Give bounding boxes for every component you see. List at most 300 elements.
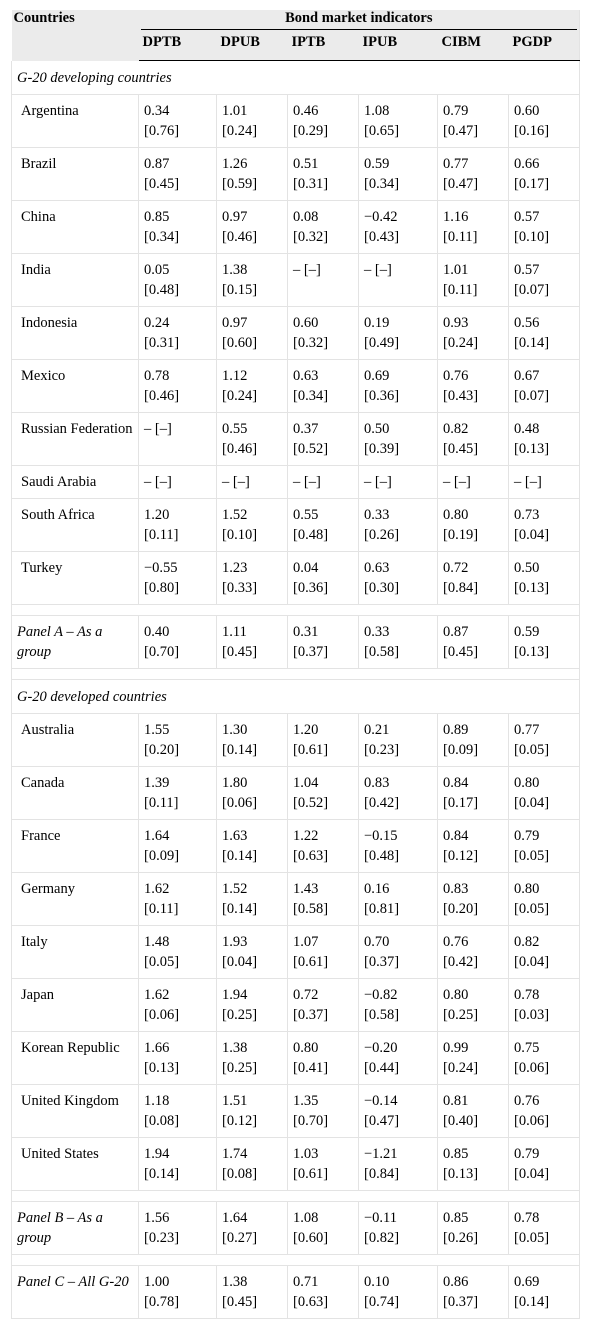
value-cell	[438, 820, 509, 873]
p-value: [0.06]	[144, 1007, 180, 1023]
value-cell	[509, 254, 580, 307]
country-name: India	[12, 254, 139, 307]
coefficient-value: 1.62	[144, 987, 170, 1003]
value-cell	[359, 413, 438, 466]
p-value: [0.25]	[222, 1060, 258, 1076]
p-value: [0.14]	[222, 901, 258, 917]
coefficient-value: 1.62	[144, 881, 170, 897]
coefficient-value: 1.55	[144, 722, 170, 738]
value-cell	[217, 1032, 288, 1085]
table-row	[12, 148, 580, 201]
table-row	[12, 413, 580, 466]
p-value: [0.36]	[293, 580, 329, 596]
p-value: [0.40]	[443, 1113, 479, 1129]
value-cell	[217, 552, 288, 605]
p-value: [0.70]	[144, 644, 180, 660]
coefficient-value: −0.15	[364, 828, 398, 844]
coefficient-value: 1.11	[222, 624, 247, 640]
value-cell	[359, 714, 438, 767]
coefficient-value: 1.00	[144, 1274, 170, 1290]
coefficient-value: 0.19	[364, 315, 390, 331]
value-cell	[438, 413, 509, 466]
value-cell	[288, 873, 359, 926]
p-value: [0.24]	[222, 388, 258, 404]
coefficient-value: 0.83	[364, 775, 390, 791]
value-cell	[509, 767, 580, 820]
value-cell	[509, 95, 580, 148]
p-value: [0.45]	[443, 644, 479, 660]
spacer-cell	[12, 669, 580, 680]
p-value: [0.61]	[293, 954, 329, 970]
p-value: [0.47]	[443, 176, 479, 192]
p-value: [0.13]	[514, 441, 550, 457]
value-cell	[139, 201, 217, 254]
value-cell	[139, 1266, 217, 1319]
value-cell	[139, 926, 217, 979]
p-value: [0.26]	[443, 1230, 479, 1246]
value-cell	[288, 95, 359, 148]
coefficient-value: 0.80	[443, 507, 469, 523]
value-cell	[288, 616, 359, 669]
spacer-row	[12, 669, 580, 680]
coefficient-value: 1.26	[222, 156, 248, 172]
value-cell	[288, 979, 359, 1032]
country-name: Canada	[12, 767, 139, 820]
p-value: [0.25]	[443, 1007, 479, 1023]
group-header	[139, 10, 580, 30]
value-cell	[359, 201, 438, 254]
section-header-row	[12, 61, 580, 95]
coefficient-value: 0.80	[514, 881, 540, 897]
coefficient-value: 1.64	[144, 828, 170, 844]
value-cell	[288, 820, 359, 873]
p-value: [0.70]	[293, 1113, 329, 1129]
value-cell	[359, 926, 438, 979]
p-value: [0.84]	[443, 580, 479, 596]
coefficient-value: 0.80	[443, 987, 469, 1003]
p-value: [0.11]	[443, 282, 478, 298]
p-value: [0.61]	[293, 1166, 329, 1182]
value-cell	[288, 714, 359, 767]
coefficient-value: 1.48	[144, 934, 170, 950]
value-cell	[438, 616, 509, 669]
p-value: [0.06]	[514, 1113, 550, 1129]
coefficient-value: 1.08	[364, 103, 390, 119]
coefficient-value: 0.69	[514, 1274, 540, 1290]
p-value: [0.06]	[514, 1060, 550, 1076]
p-value: [0.48]	[364, 848, 400, 864]
coefficient-value: – [–]	[364, 262, 392, 278]
p-value: [0.31]	[144, 335, 180, 351]
value-cell	[359, 616, 438, 669]
group-header-label: Bond market indicators	[141, 10, 578, 30]
coefficient-value: −0.42	[364, 209, 398, 225]
coefficient-value: 0.40	[144, 624, 170, 640]
value-cell	[438, 979, 509, 1032]
p-value: [0.52]	[293, 441, 329, 457]
p-value: [0.47]	[364, 1113, 400, 1129]
coefficient-value: 0.72	[443, 560, 469, 576]
value-cell	[438, 926, 509, 979]
table-body	[12, 61, 580, 1319]
table-row	[12, 95, 580, 148]
value-cell	[438, 552, 509, 605]
column-header-dptb: DPTB	[139, 30, 217, 61]
value-cell	[438, 499, 509, 552]
p-value: [0.80]	[144, 580, 180, 596]
value-cell	[288, 1032, 359, 1085]
table-row	[12, 360, 580, 413]
coefficient-value: 0.85	[443, 1210, 469, 1226]
country-name: Italy	[12, 926, 139, 979]
coefficient-value: 0.16	[364, 881, 390, 897]
value-cell	[509, 360, 580, 413]
coefficient-value: 0.89	[443, 722, 469, 738]
value-cell	[217, 873, 288, 926]
coefficient-value: 1.74	[222, 1146, 248, 1162]
p-value: [0.04]	[514, 954, 550, 970]
p-value: [0.14]	[144, 1166, 180, 1182]
table-row	[12, 307, 580, 360]
coefficient-value: 1.94	[144, 1146, 170, 1162]
coefficient-value: 0.84	[443, 828, 469, 844]
table-row	[12, 254, 580, 307]
country-name: Mexico	[12, 360, 139, 413]
p-value: [0.20]	[443, 901, 479, 917]
value-cell	[438, 148, 509, 201]
table-row	[12, 926, 580, 979]
value-cell	[509, 979, 580, 1032]
coefficient-value: 1.51	[222, 1093, 248, 1109]
panel-label: Panel B – As a group	[12, 1202, 139, 1255]
value-cell	[139, 499, 217, 552]
p-value: [0.58]	[293, 901, 329, 917]
value-cell	[139, 307, 217, 360]
value-cell	[139, 873, 217, 926]
value-cell	[288, 1138, 359, 1191]
coefficient-value: 1.38	[222, 1274, 248, 1290]
p-value: [0.11]	[443, 229, 478, 245]
coefficient-value: 0.79	[514, 828, 540, 844]
spacer-cell	[12, 605, 580, 616]
p-value: [0.65]	[364, 123, 400, 139]
value-cell	[139, 714, 217, 767]
coefficient-value: 0.76	[443, 934, 469, 950]
value-cell	[359, 552, 438, 605]
p-value: [0.03]	[514, 1007, 550, 1023]
column-header-dpub: DPUB	[217, 30, 288, 61]
value-cell	[509, 552, 580, 605]
coefficient-value: – [–]	[443, 474, 471, 490]
p-value: [0.30]	[364, 580, 400, 596]
p-value: [0.47]	[443, 123, 479, 139]
value-cell	[217, 499, 288, 552]
value-cell	[139, 616, 217, 669]
value-cell	[288, 307, 359, 360]
p-value: [0.37]	[364, 954, 400, 970]
coefficient-value: 0.77	[514, 722, 540, 738]
value-cell	[288, 254, 359, 307]
value-cell	[288, 1085, 359, 1138]
value-cell	[438, 254, 509, 307]
coefficient-value: 0.66	[514, 156, 540, 172]
value-cell	[509, 616, 580, 669]
p-value: [0.63]	[293, 1294, 329, 1310]
table-row	[12, 201, 580, 254]
value-cell	[438, 307, 509, 360]
value-cell	[139, 1138, 217, 1191]
value-cell	[359, 307, 438, 360]
value-cell	[217, 95, 288, 148]
p-value: [0.37]	[293, 644, 329, 660]
coefficient-value: 0.97	[222, 315, 248, 331]
coefficient-value: 0.05	[144, 262, 170, 278]
value-cell	[359, 148, 438, 201]
p-value: [0.24]	[443, 335, 479, 351]
coefficient-value: 0.97	[222, 209, 248, 225]
p-value: [0.34]	[364, 176, 400, 192]
spacer-cell	[12, 1191, 580, 1202]
coefficient-value: 0.82	[443, 421, 469, 437]
p-value: [0.11]	[144, 527, 179, 543]
coefficient-value: 1.63	[222, 828, 248, 844]
coefficient-value: – [–]	[364, 474, 392, 490]
p-value: [0.60]	[222, 335, 258, 351]
p-value: [0.26]	[364, 527, 400, 543]
value-cell	[217, 1138, 288, 1191]
p-value: [0.13]	[514, 644, 550, 660]
coefficient-value: 0.31	[293, 624, 319, 640]
p-value: [0.12]	[443, 848, 479, 864]
p-value: [0.14]	[222, 848, 258, 864]
country-name: Australia	[12, 714, 139, 767]
value-cell	[509, 926, 580, 979]
value-cell	[139, 1202, 217, 1255]
panel-row	[12, 616, 580, 669]
coefficient-value: 0.73	[514, 507, 540, 523]
coefficient-value: 1.30	[222, 722, 248, 738]
p-value: [0.17]	[514, 176, 550, 192]
p-value: [0.42]	[364, 795, 400, 811]
coefficient-value: 1.52	[222, 881, 248, 897]
coefficient-value: −0.20	[364, 1040, 398, 1056]
value-cell	[217, 1266, 288, 1319]
country-name: France	[12, 820, 139, 873]
p-value: [0.33]	[222, 580, 258, 596]
panel-label: Panel C – All G-20	[12, 1266, 139, 1319]
coefficient-value: 1.01	[222, 103, 248, 119]
value-cell	[139, 1032, 217, 1085]
value-cell	[139, 148, 217, 201]
coefficient-value: 0.48	[514, 421, 540, 437]
coefficient-value: 0.10	[364, 1274, 390, 1290]
p-value: [0.12]	[222, 1113, 258, 1129]
coefficient-value: – [–]	[144, 421, 172, 437]
value-cell	[359, 1138, 438, 1191]
bond-market-indicators-table	[11, 10, 580, 1319]
value-cell	[509, 201, 580, 254]
value-cell	[359, 820, 438, 873]
table-row	[12, 873, 580, 926]
coefficient-value: 0.34	[144, 103, 170, 119]
p-value: [0.45]	[144, 176, 180, 192]
p-value: [0.78]	[144, 1294, 180, 1310]
coefficient-value: 0.80	[293, 1040, 319, 1056]
spacer-row	[12, 605, 580, 616]
p-value: [0.19]	[443, 527, 479, 543]
coefficient-value: 0.79	[443, 103, 469, 119]
p-value: [0.05]	[514, 901, 550, 917]
p-value: [0.04]	[514, 795, 550, 811]
value-cell	[288, 466, 359, 499]
coefficient-value: 1.56	[144, 1210, 170, 1226]
country-name: Russian Federation	[12, 413, 139, 466]
value-cell	[438, 873, 509, 926]
value-cell	[509, 1202, 580, 1255]
table-header	[12, 10, 580, 61]
coefficient-value: 0.78	[514, 987, 540, 1003]
value-cell	[359, 499, 438, 552]
p-value: [0.37]	[293, 1007, 329, 1023]
column-header-ipub: IPUB	[359, 30, 438, 61]
table-row	[12, 820, 580, 873]
value-cell	[217, 820, 288, 873]
p-value: [0.46]	[222, 441, 258, 457]
value-cell	[288, 1202, 359, 1255]
coefficient-value: 0.80	[514, 775, 540, 791]
panel-label: Panel A – As a group	[12, 616, 139, 669]
coefficient-value: 0.87	[443, 624, 469, 640]
coefficient-value: 0.84	[443, 775, 469, 791]
coefficient-value: −0.82	[364, 987, 398, 1003]
coefficient-value: 0.21	[364, 722, 390, 738]
coefficient-value: 1.35	[293, 1093, 319, 1109]
coefficient-value: 0.81	[443, 1093, 469, 1109]
p-value: [0.06]	[222, 795, 258, 811]
p-value: [0.08]	[144, 1113, 180, 1129]
p-value: [0.41]	[293, 1060, 329, 1076]
coefficient-value: 0.76	[443, 368, 469, 384]
p-value: [0.04]	[514, 527, 550, 543]
table-row	[12, 466, 580, 499]
p-value: [0.37]	[443, 1294, 479, 1310]
coefficient-value: – [–]	[514, 474, 542, 490]
countries-header: Countries	[12, 10, 139, 61]
country-name: Japan	[12, 979, 139, 1032]
value-cell	[217, 307, 288, 360]
coefficient-value: 0.55	[222, 421, 248, 437]
p-value: [0.04]	[514, 1166, 550, 1182]
p-value: [0.27]	[222, 1230, 258, 1246]
p-value: [0.31]	[293, 176, 329, 192]
p-value: [0.11]	[144, 795, 179, 811]
coefficient-value: – [–]	[293, 262, 321, 278]
coefficient-value: 0.55	[293, 507, 319, 523]
table-row	[12, 1032, 580, 1085]
value-cell	[438, 466, 509, 499]
section-title: G-20 developing countries	[12, 61, 580, 95]
coefficient-value: 0.71	[293, 1274, 319, 1290]
p-value: [0.49]	[364, 335, 400, 351]
p-value: [0.61]	[293, 742, 329, 758]
p-value: [0.24]	[443, 1060, 479, 1076]
value-cell	[139, 95, 217, 148]
coefficient-value: 0.72	[293, 987, 319, 1003]
spacer-cell	[12, 1255, 580, 1266]
coefficient-value: 1.38	[222, 262, 248, 278]
value-cell	[509, 1032, 580, 1085]
coefficient-value: 0.57	[514, 262, 540, 278]
coefficient-value: 1.20	[293, 722, 319, 738]
coefficient-value: 0.67	[514, 368, 540, 384]
value-cell	[288, 360, 359, 413]
p-value: [0.60]	[293, 1230, 329, 1246]
value-cell	[438, 1032, 509, 1085]
value-cell	[509, 873, 580, 926]
value-cell	[217, 767, 288, 820]
table-row	[12, 1085, 580, 1138]
value-cell	[217, 714, 288, 767]
country-name: United States	[12, 1138, 139, 1191]
p-value: [0.84]	[364, 1166, 400, 1182]
p-value: [0.58]	[364, 644, 400, 660]
country-name: Indonesia	[12, 307, 139, 360]
value-cell	[438, 360, 509, 413]
p-value: [0.45]	[222, 644, 258, 660]
value-cell	[359, 1266, 438, 1319]
section-header-row	[12, 680, 580, 714]
p-value: [0.10]	[222, 527, 258, 543]
coefficient-value: 0.37	[293, 421, 319, 437]
p-value: [0.42]	[443, 954, 479, 970]
p-value: [0.25]	[222, 1007, 258, 1023]
value-cell	[217, 926, 288, 979]
value-cell	[509, 820, 580, 873]
coefficient-value: 1.80	[222, 775, 248, 791]
value-cell	[509, 499, 580, 552]
value-cell	[217, 413, 288, 466]
coefficient-value: 0.59	[514, 624, 540, 640]
coefficient-value: 1.43	[293, 881, 319, 897]
coefficient-value: 0.87	[144, 156, 170, 172]
value-cell	[288, 926, 359, 979]
country-name: Germany	[12, 873, 139, 926]
coefficient-value: 1.22	[293, 828, 319, 844]
p-value: [0.20]	[144, 742, 180, 758]
p-value: [0.05]	[144, 954, 180, 970]
value-cell	[509, 413, 580, 466]
coefficient-value: 0.99	[443, 1040, 469, 1056]
value-cell	[139, 979, 217, 1032]
value-cell	[438, 714, 509, 767]
value-cell	[509, 148, 580, 201]
country-name: Korean Republic	[12, 1032, 139, 1085]
value-cell	[217, 1085, 288, 1138]
coefficient-value: 0.93	[443, 315, 469, 331]
value-cell	[139, 552, 217, 605]
coefficient-value: 1.04	[293, 775, 319, 791]
p-value: [0.10]	[514, 229, 550, 245]
p-value: [0.36]	[364, 388, 400, 404]
coefficient-value: 0.50	[514, 560, 540, 576]
value-cell	[438, 201, 509, 254]
coefficient-value: 1.01	[443, 262, 469, 278]
value-cell	[509, 1085, 580, 1138]
coefficient-value: 0.51	[293, 156, 319, 172]
coefficient-value: – [–]	[222, 474, 250, 490]
p-value: [0.44]	[364, 1060, 400, 1076]
p-value: [0.39]	[364, 441, 400, 457]
